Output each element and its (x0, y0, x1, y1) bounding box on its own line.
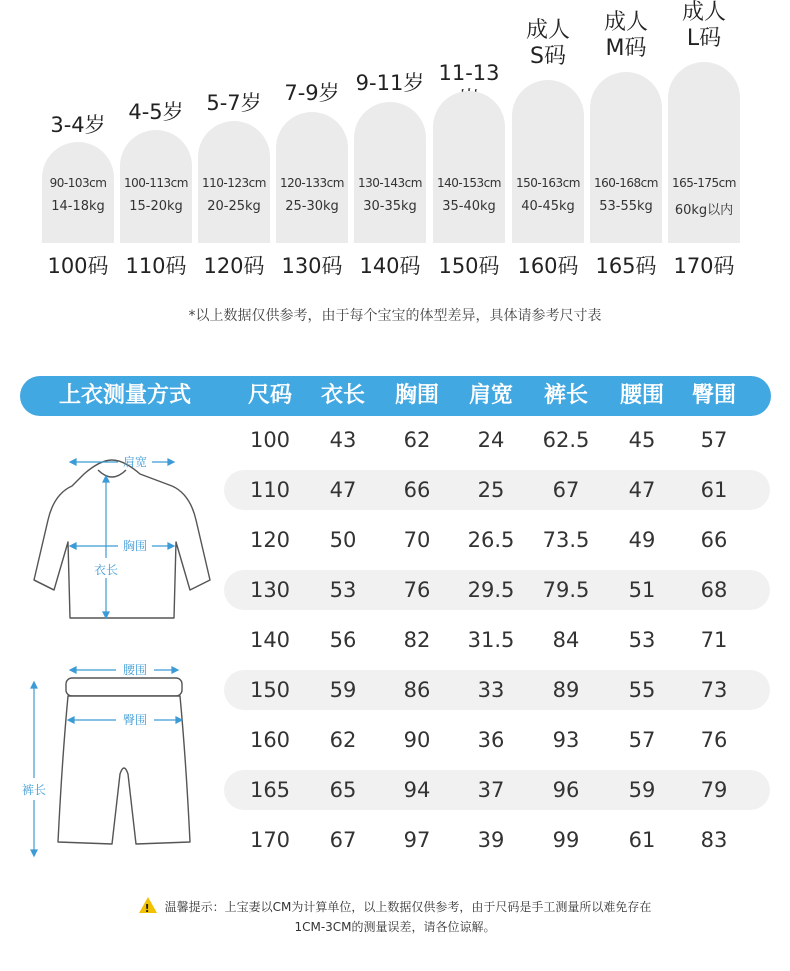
hip-label: 臀围 (122, 713, 148, 727)
size-label: 165码 (595, 254, 657, 278)
table-cell: 65 (329, 778, 357, 802)
table-cell: 150 (249, 678, 291, 702)
table-cell: 68 (700, 578, 728, 602)
size-label: 100码 (47, 254, 109, 278)
table-cell: 51 (628, 578, 656, 602)
size-column (666, 0, 742, 290)
size-column (588, 0, 664, 290)
size-column (510, 0, 586, 290)
table-cell: 100 (249, 428, 291, 452)
size-bar (590, 72, 662, 243)
table-cell: 57 (628, 728, 656, 752)
weight-range: 20-25kg (207, 199, 261, 214)
table-header (20, 376, 771, 416)
size-label: 140码 (359, 254, 421, 278)
height-range: 120-133cm (280, 176, 344, 190)
length-label: 衣长 (93, 563, 119, 577)
disclaimer-note: *以上数据仅供参考，由于每个宝宝的体型差异，具体请参考尺寸表 (188, 308, 602, 324)
table-cell: 26.5 (467, 528, 515, 552)
table-cell: 67 (329, 828, 357, 852)
size-label: 120码 (203, 254, 265, 278)
table-cell: 33 (477, 678, 505, 702)
table-cell: 94 (403, 778, 431, 802)
table-cell: 59 (628, 778, 656, 802)
shoulder-label: 肩宽 (122, 455, 148, 469)
table-cell: 76 (403, 578, 431, 602)
table-cell: 130 (249, 578, 291, 602)
size-label: 150码 (438, 254, 500, 278)
size-column (431, 0, 507, 290)
table-cell: 97 (403, 828, 431, 852)
table-cell: 49 (628, 528, 656, 552)
size-column (352, 0, 428, 290)
table-cell: 120 (249, 528, 291, 552)
table-cell: 24 (477, 428, 505, 452)
warning-line-1: 温馨提示：上宝妻以CM为计算单位，以上数据仅供参考，由于尺码是手工测量所以难免存在 (164, 900, 652, 914)
header-cell: 尺码 (247, 383, 292, 408)
table-cell: 56 (329, 628, 357, 652)
size-column (118, 0, 194, 290)
table-cell: 50 (329, 528, 357, 552)
table-cell: 67 (552, 478, 580, 502)
table-cell: 62.5 (542, 428, 590, 452)
header-cell: 腰围 (619, 383, 664, 408)
age-label: 11-13 (438, 61, 500, 85)
table-cell: 36 (477, 728, 505, 752)
chest-label: 胸围 (122, 539, 148, 553)
size-column (40, 0, 116, 290)
waist-label: 腰围 (122, 663, 148, 677)
age-label: 成人 L码 (681, 0, 726, 51)
header-cell: 臀围 (691, 383, 736, 408)
age-label: 4-5岁 (128, 100, 184, 124)
size-bar (433, 91, 505, 243)
table-cell: 47 (329, 478, 357, 502)
table-cell: 84 (552, 628, 580, 652)
table-cell: 37 (477, 778, 505, 802)
table-cell: 165 (249, 778, 291, 802)
height-range: 90-103cm (49, 176, 107, 190)
height-range: 100-113cm (124, 176, 188, 190)
table-cell: 160 (249, 728, 291, 752)
size-bar (668, 62, 740, 243)
weight-range: 30-35kg (363, 199, 417, 214)
height-range: 150-163cm (516, 176, 580, 190)
header-cell: 裤长 (543, 383, 588, 408)
size-label: 130码 (281, 254, 343, 278)
size-bar (120, 130, 192, 243)
table-cell: 70 (403, 528, 431, 552)
table-cell: 90 (403, 728, 431, 752)
table-cell: 96 (552, 778, 580, 802)
size-bar (512, 80, 584, 243)
table-cell: 66 (700, 528, 728, 552)
age-label: 5-7岁 (206, 91, 262, 115)
table-cell: 82 (403, 628, 431, 652)
table-cell: 73.5 (542, 528, 590, 552)
height-range: 140-153cm (437, 176, 501, 190)
pants-length-label: 裤长 (21, 783, 47, 797)
header-cell: 胸围 (394, 383, 439, 408)
weight-range: 25-30kg (285, 199, 339, 214)
warning-note (0, 897, 790, 937)
size-label: 160码 (517, 254, 579, 278)
table-cell: 76 (700, 728, 728, 752)
pants-illustration (58, 678, 190, 844)
table-cell: 61 (700, 478, 728, 502)
table-cell: 45 (628, 428, 656, 452)
table-cell: 53 (628, 628, 656, 652)
table-cell: 170 (249, 828, 291, 852)
table-cell: 29.5 (467, 578, 515, 602)
table-cell: 89 (552, 678, 580, 702)
header-cell: 肩宽 (468, 383, 513, 408)
age-label: 成人 S码 (525, 18, 570, 69)
table-cell: 57 (700, 428, 728, 452)
table-cell: 99 (552, 828, 580, 852)
age-label: 3-4岁 (50, 113, 106, 137)
size-column (196, 0, 272, 290)
table-cell: 61 (628, 828, 656, 852)
table-cell: 55 (628, 678, 656, 702)
table-cell: 43 (329, 428, 357, 452)
size-label: 110码 (125, 254, 187, 278)
warning-line-2: 1CM-3CM的测量误差，请各位谅解。 (294, 920, 496, 934)
size-bar (354, 102, 426, 243)
table-cell: 59 (329, 678, 357, 702)
size-bar (276, 112, 348, 243)
table-cell: 62 (403, 428, 431, 452)
table-cell: 86 (403, 678, 431, 702)
table-cell: 79 (700, 778, 728, 802)
header-cell: 衣长 (320, 383, 365, 408)
warning-icon: ! (139, 897, 157, 913)
table-cell: 79.5 (542, 578, 590, 602)
age-label: 9-11岁 (355, 71, 425, 95)
table-cell: 71 (700, 628, 728, 652)
measurement-diagram (0, 430, 220, 870)
age-label: 7-9岁 (284, 81, 340, 105)
table-cell: 73 (700, 678, 728, 702)
table-cell: 47 (628, 478, 656, 502)
size-bar (42, 142, 114, 243)
weight-range: 35-40kg (442, 199, 496, 214)
table-cell: 93 (552, 728, 580, 752)
size-label: 170码 (673, 254, 735, 278)
height-range: 160-168cm (594, 176, 658, 190)
table-cell: 53 (329, 578, 357, 602)
table-cell: 25 (477, 478, 505, 502)
size-bar (198, 121, 270, 243)
table-cell: 31.5 (467, 628, 515, 652)
weight-range: 60kg以内 (674, 203, 734, 218)
height-range: 130-143cm (358, 176, 422, 190)
size-column (274, 0, 350, 290)
age-label: 成人 M码 (603, 10, 648, 61)
weight-range: 14-18kg (51, 199, 105, 214)
table-cell: 110 (249, 478, 291, 502)
height-range: 110-123cm (202, 176, 266, 190)
table-cell: 83 (700, 828, 728, 852)
table-cell: 39 (477, 828, 505, 852)
weight-range: 15-20kg (129, 199, 183, 214)
table-cell: 66 (403, 478, 431, 502)
weight-range: 40-45kg (521, 199, 575, 214)
height-range: 165-175cm (672, 176, 736, 190)
table-cell: 140 (249, 628, 291, 652)
weight-range: 53-55kg (599, 199, 653, 214)
table-cell: 62 (329, 728, 357, 752)
header-title: 上衣测量方式 (58, 383, 191, 408)
